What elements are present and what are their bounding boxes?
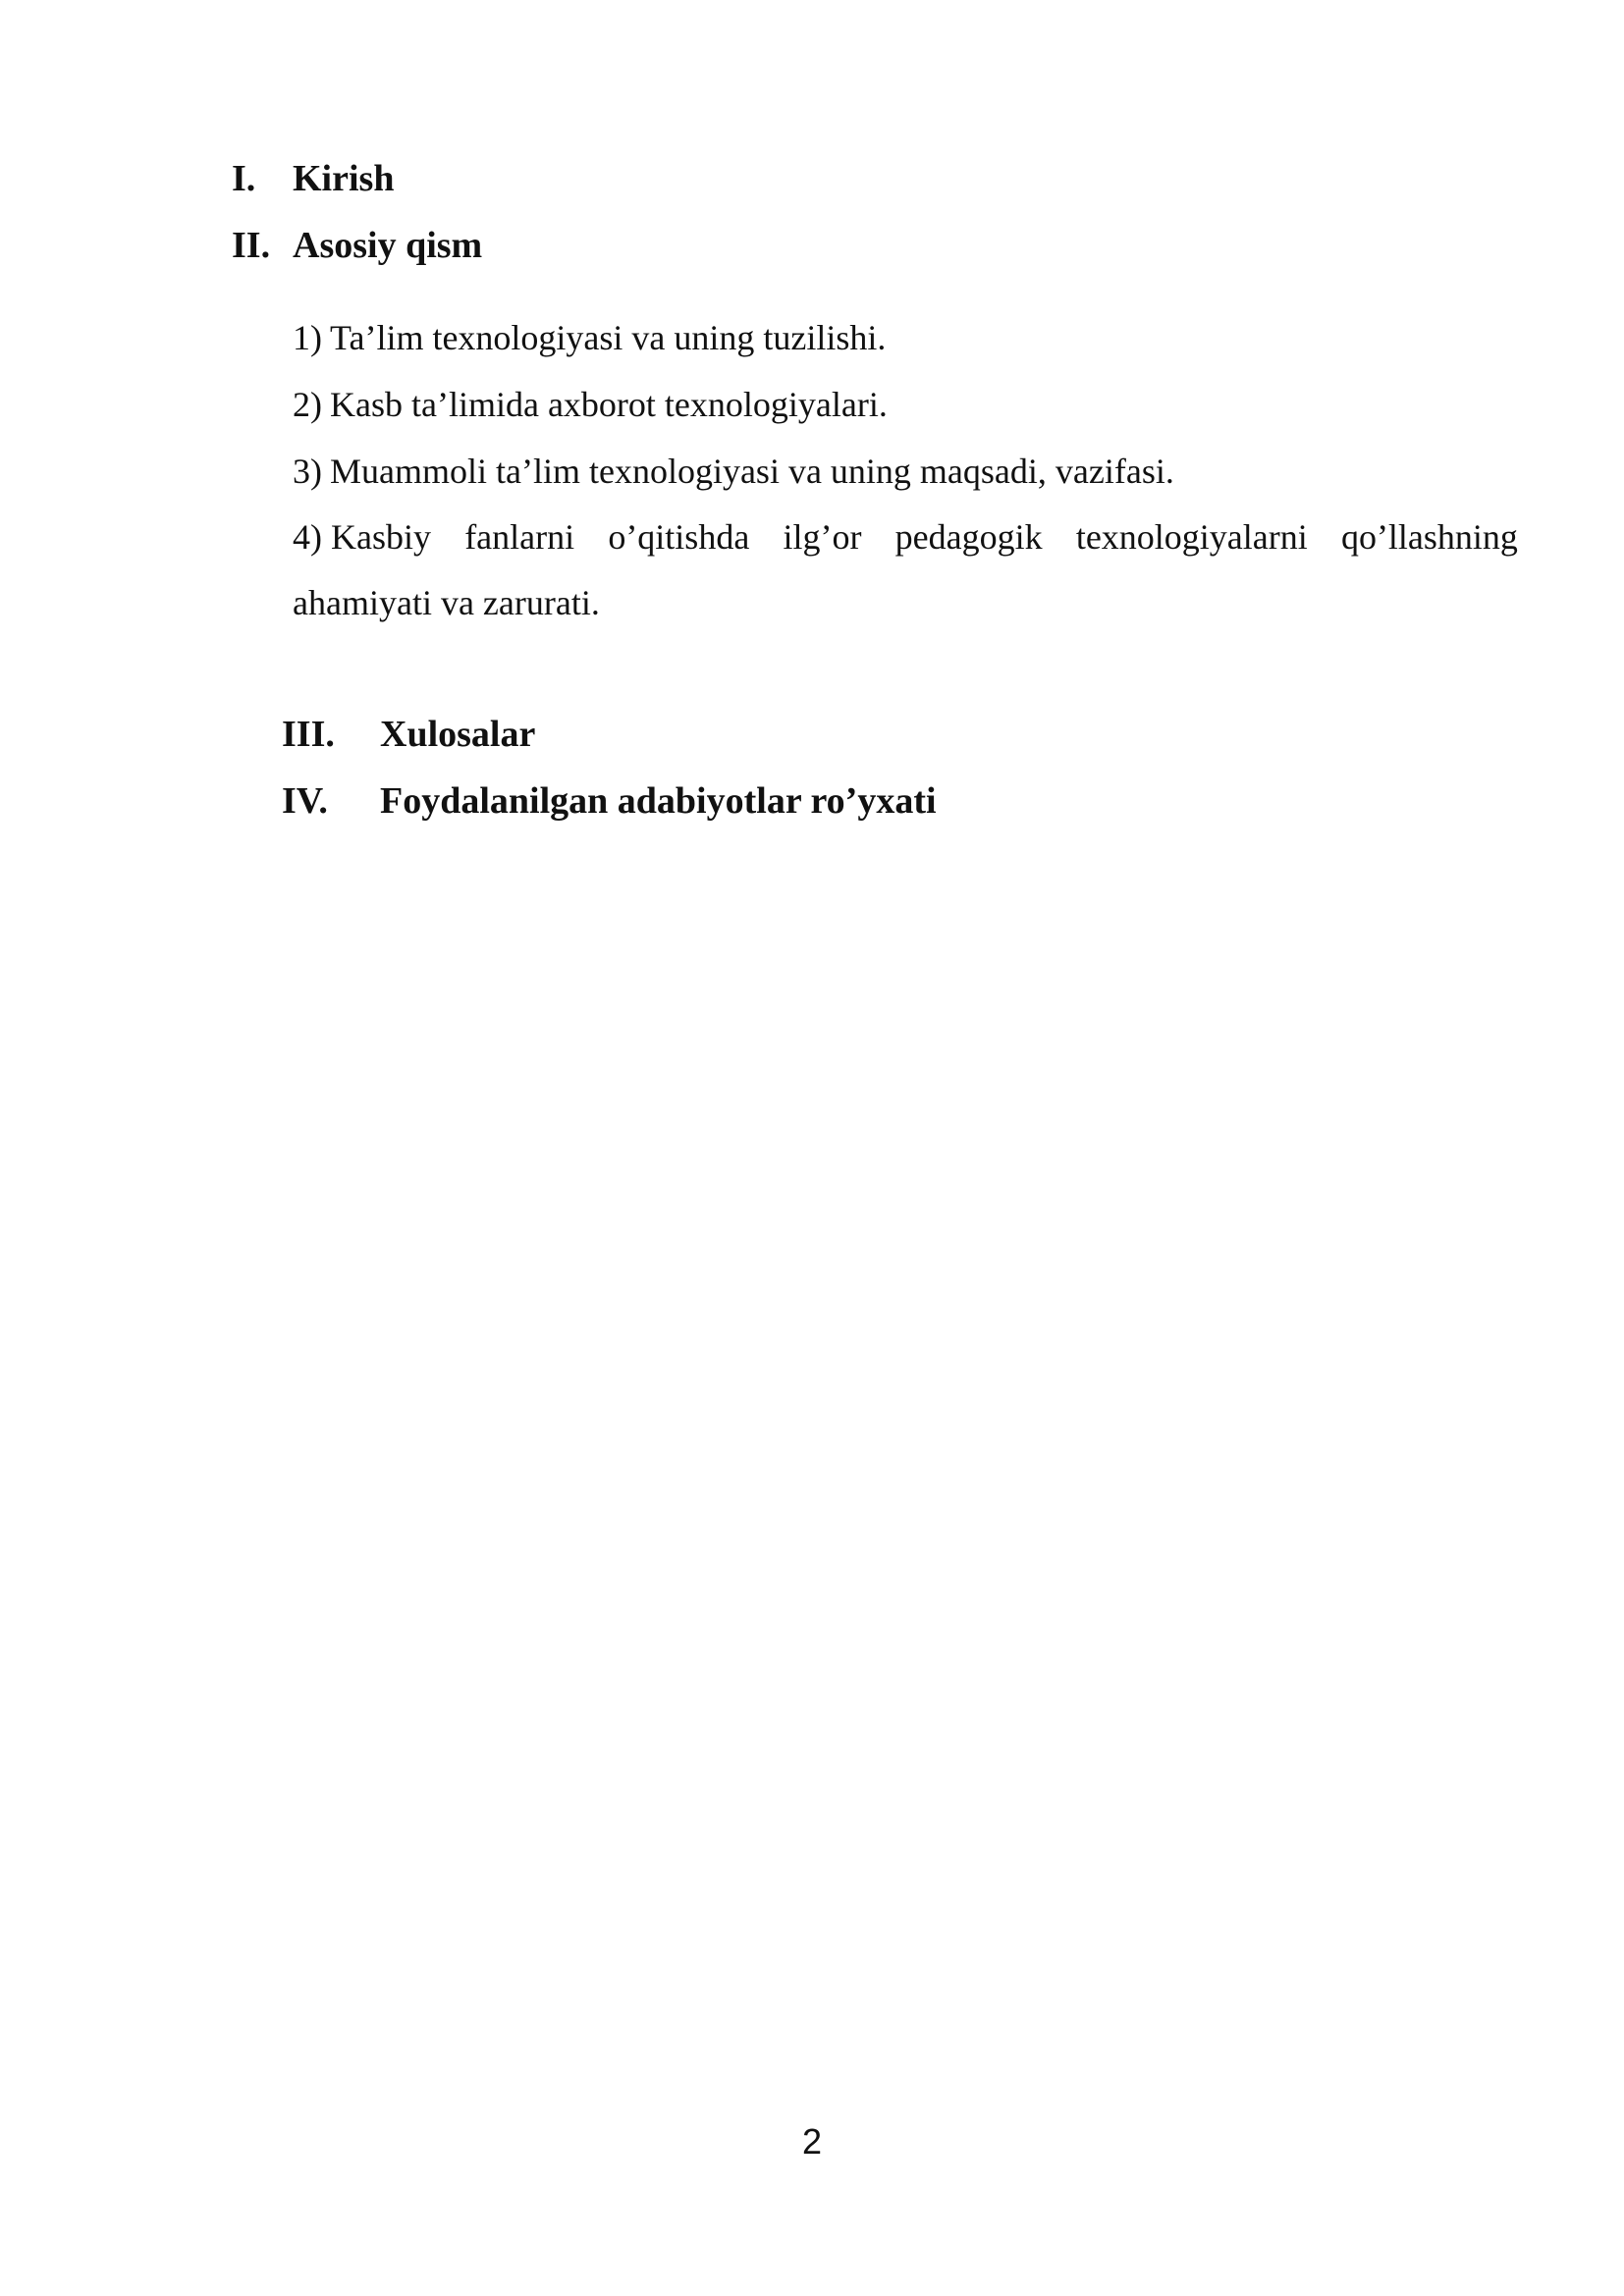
toc-subitem-title: Muammoli ta’lim texnologiyasi va uning maqsadi, vazifasi. xyxy=(330,452,1174,491)
page-number: 2 xyxy=(801,2121,823,2162)
toc-item-number: II. xyxy=(232,225,271,266)
toc-subitem-title: Ta’lim texnologiyasi va uning tuzilishi. xyxy=(330,318,887,357)
toc-subitem-number: 1) xyxy=(293,318,322,357)
toc-subitem-word: texnologiyalarni xyxy=(1075,517,1308,557)
toc-subitem-word: fanlarni xyxy=(464,517,575,557)
toc-subitem-word: o’qitishda xyxy=(608,517,750,557)
toc-subitem-4 xyxy=(293,515,1518,559)
toc-subitem-word: ilg’or xyxy=(783,517,862,557)
toc-item-number: IV. xyxy=(282,780,328,822)
toc-item-title: Kirish xyxy=(293,158,395,199)
toc-subitem-word xyxy=(293,515,431,559)
toc-subitem-4-continuation: ahamiyati va zarurati. xyxy=(293,583,600,622)
toc-subitem-title: Kasb ta’limida axborot texnologiyalari. xyxy=(330,385,888,424)
toc-item-title: Asosiy qism xyxy=(293,225,483,266)
toc-subitem-word: Kasbiy xyxy=(331,517,431,557)
toc-item-title: Foydalanilgan adabiyotlar ro’yxati xyxy=(380,780,937,822)
toc-subitem-number: 3) xyxy=(293,452,322,491)
toc-item-title: Xulosalar xyxy=(380,714,536,755)
toc-subitem-number: 2) xyxy=(293,385,322,424)
toc-subitem-word: pedagogik xyxy=(894,517,1043,557)
toc-item-number: III. xyxy=(282,714,335,755)
toc-subitem-word: qo’llashning xyxy=(1340,517,1518,557)
toc-item-number: I. xyxy=(232,158,256,199)
toc-subitem-number: 4) xyxy=(293,517,322,557)
